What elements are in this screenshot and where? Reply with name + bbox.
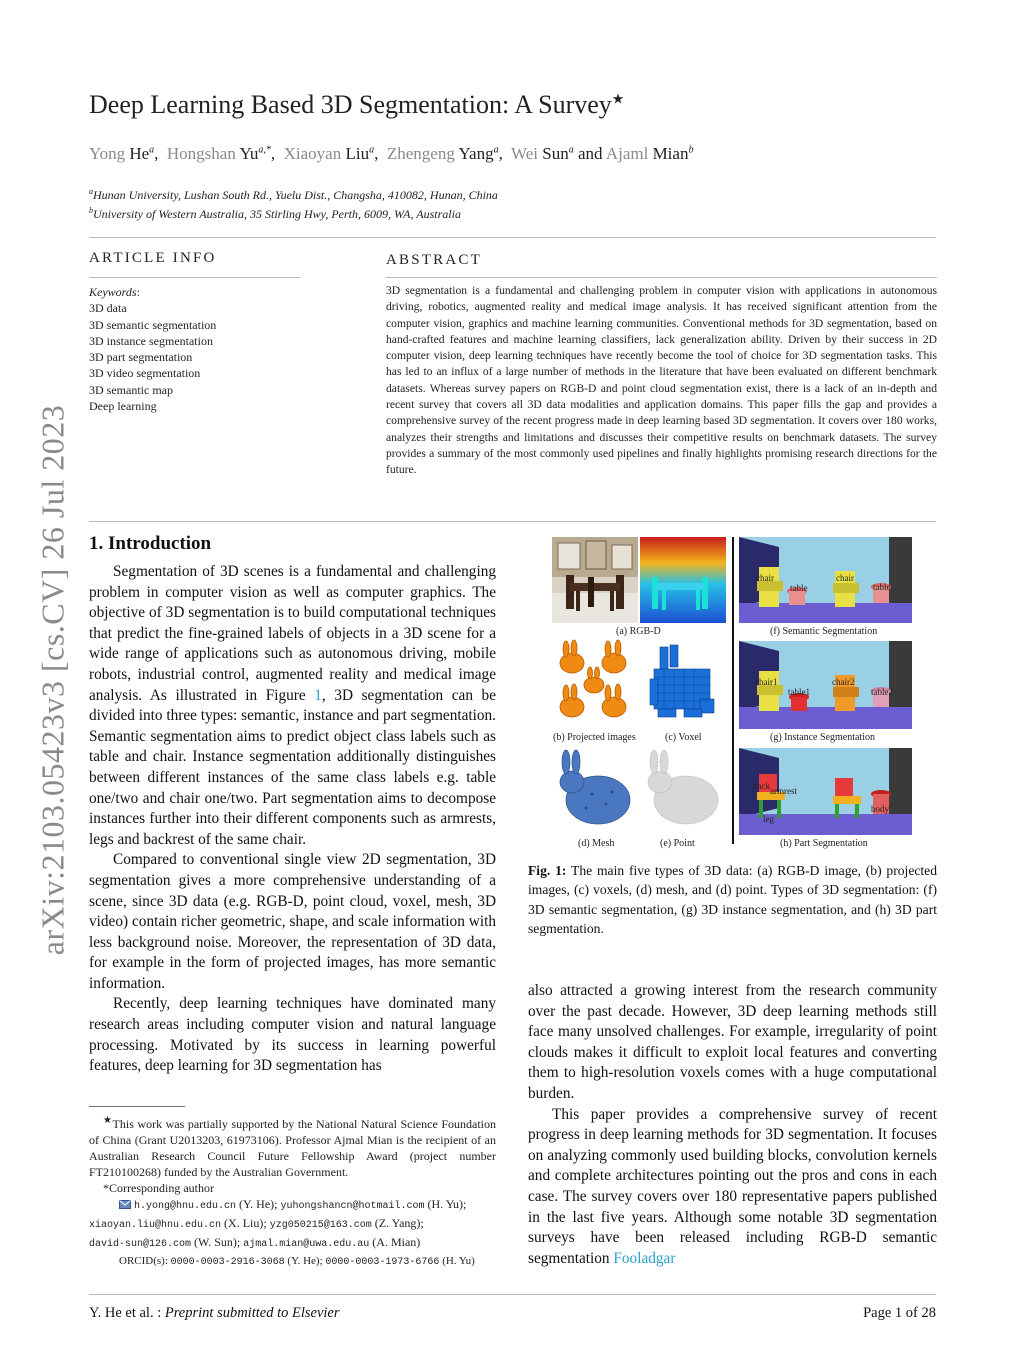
arxiv-side-stamp bbox=[18, 380, 88, 980]
email-owner: (A. Mian) bbox=[369, 1235, 421, 1249]
subfig-label-a: (a) RGB-D bbox=[616, 626, 661, 637]
affiliation-sup: a bbox=[89, 187, 93, 196]
caption-label: Fig. 1: bbox=[528, 863, 567, 878]
keyword: 3D instance segmentation bbox=[89, 333, 213, 348]
abstract-text: 3D segmentation is a fundamental and challenging problem in computer vision with applications in autonomous driving, robotics, augmented reality and medical image analysis. It has received significant attention from the computer vision, graphics and machine learning communities. Conventional methods for 3D segmentation, based on hand-crafted features and machine learning classifiers, lack generalization ability. Driven by their success in 2D computer vision, deep learning techniques have recently become the tool of choice for 3D segmentation tasks. This has led to an influx of a large number of methods in the literature that have been evaluated on different benchmark datasets. Whereas survey papers on RGB-D and point cloud segmentation exist, there is a lack of an in-depth and recent survey that covers all 3D data modalities and application domains. This paper fills the gap and provides a comprehensive survey of the recent progress made in deep learning based 3D segmentation. It covers over 180 works, analyzes their strengths and limitations and discusses their competitive results on benchmark datasets. The survey provides a summary of the most commonly used pipelines and finally highlights promising research directions for the future. bbox=[386, 284, 937, 477]
mesh-image bbox=[552, 748, 638, 834]
subfig-label-b: (b) Projected images bbox=[553, 732, 636, 743]
author-first: Yong bbox=[89, 144, 126, 163]
author-last: Sun bbox=[542, 144, 569, 163]
body-divider bbox=[89, 521, 936, 522]
author-sup: a bbox=[149, 144, 155, 156]
depth-image bbox=[640, 537, 726, 623]
corresponding-author: *Corresponding author bbox=[103, 1181, 214, 1195]
funding-note: This work was partially supported by the National Natural Science Foundation of China (Grant U2013203, 61973106). Professor Ajmal Mian is the recipient of an Australian Research Council Future Fellowship Award (project number FT210100268) funded by the Australian Government. bbox=[89, 1117, 496, 1179]
author-first: Wei bbox=[511, 144, 538, 163]
page-number: Page 1 of 28 bbox=[863, 1305, 936, 1321]
instance-segmentation-image bbox=[739, 641, 912, 729]
intro-paragraph-1 bbox=[89, 562, 496, 850]
email-owner: (Y. He); bbox=[236, 1197, 281, 1211]
author-sup: a bbox=[493, 144, 499, 156]
orcid-link[interactable]: 0000-0003-1973-6766 bbox=[325, 1257, 440, 1268]
email-owner: (H. Yu); bbox=[424, 1197, 467, 1211]
keyword: 3D video segmentation bbox=[89, 366, 201, 381]
citation-link[interactable]: Fooladgar bbox=[613, 1249, 676, 1267]
figure-divider bbox=[732, 537, 734, 844]
orcid-label: ORCID(s): bbox=[119, 1255, 171, 1267]
intro-left-column bbox=[89, 562, 496, 1077]
keyword: 3D semantic map bbox=[89, 382, 173, 397]
keyword: Deep learning bbox=[89, 399, 157, 414]
footer-authors: Y. He et al. : bbox=[89, 1305, 165, 1321]
author-and: and bbox=[577, 144, 603, 163]
seg-label: table1 bbox=[788, 687, 810, 697]
email-link[interactable]: xiaoyan.liu@hnu.edu.cn bbox=[89, 1220, 222, 1231]
projected-images bbox=[552, 639, 638, 729]
author-last: Mian bbox=[652, 144, 689, 163]
author-sup: a,* bbox=[258, 144, 271, 156]
seg-label: chair bbox=[836, 573, 854, 583]
keyword: 3D data bbox=[89, 301, 127, 316]
author-first: Zhengeng bbox=[386, 144, 455, 163]
footnote-star: ★ bbox=[103, 1115, 113, 1126]
seg-label: table bbox=[790, 583, 808, 593]
keywords-block: Keywords: 3D data 3D semantic segmentation 3D instance segmentation 3D part segmentation 3D video segmentation 3D semantic map Deep learning bbox=[89, 285, 217, 414]
keyword: 3D part segmentation bbox=[89, 350, 193, 365]
paper-title bbox=[89, 90, 624, 120]
orcid-owner: (Y. He); bbox=[284, 1255, 326, 1267]
seg-label: back bbox=[753, 781, 770, 791]
subfig-label-d: (d) Mesh bbox=[578, 838, 615, 849]
email-link[interactable]: yuhongshancn@hotmail.com bbox=[280, 1201, 425, 1212]
author-sup: a bbox=[369, 144, 375, 156]
depth-map-image bbox=[640, 537, 726, 623]
email-owner: (Z. Yang); bbox=[371, 1216, 424, 1230]
dining-room-image bbox=[552, 537, 638, 623]
orcid-link[interactable]: 0000-0003-2916-3068 bbox=[170, 1257, 285, 1268]
author-sup: b bbox=[688, 144, 694, 156]
author-first: Ajaml bbox=[605, 144, 649, 163]
footer-preprint: Preprint submitted to Elsevier bbox=[164, 1305, 340, 1321]
author-list: Yong He$^a$, Hongshan $Yu^{a,*}$, Xiaoyan Liu$^a$, Zhengeng Yang$^a$, Wei Sun$^a$ and Ajaml Mian$^b$ bbox=[89, 144, 694, 163]
footnote-rule bbox=[89, 1106, 185, 1107]
seg-label: chair2 bbox=[832, 677, 855, 687]
subfig-label-g: (g) Instance Segmentation bbox=[770, 732, 875, 743]
voxel-bunny-image bbox=[640, 639, 726, 729]
point-cloud-image bbox=[640, 748, 726, 834]
author-last: He bbox=[129, 144, 150, 163]
email-owner: (X. Liu); bbox=[221, 1216, 270, 1230]
paragraph-text: Segmentation of 3D scenes is a fundamental and challenging problem in computer vision as well as computer graphics. The objective of 3D segmentation is to build computational techniques that predict the fine-grained labels of objects in a 3D scene for a wide range of applications such as autonomous driving, mobile robots, industrial control, augmented reality and medical image analysis. As illustrated in Figure bbox=[89, 563, 496, 704]
intro-paragraph-3-continued: also attracted a growing interest from the research community over the past decade. However, 3D deep learning methods still face many unsolved challenges. For example, irregularity of point clouds makes it difficult to exploit local features and converting them to high-resolution voxels comes with a huge computational burden. bbox=[528, 982, 937, 1102]
projected-bunnies-image bbox=[552, 639, 638, 729]
author-first: Hongshan bbox=[166, 144, 236, 163]
affiliation-b bbox=[89, 206, 461, 222]
keyword: 3D semantic segmentation bbox=[89, 317, 217, 332]
seg-label: table bbox=[873, 582, 891, 592]
seg-label: chair bbox=[756, 573, 774, 583]
point-cloud-bunny-image bbox=[640, 748, 726, 834]
caption-text: The main five types of 3D data: (a) RGB-D image, (b) projected images, (c) voxels, (d) mesh, and (d) point. Types of 3D segmentation: (f) 3D semantic segmentation, (g) 3D instance segmentation, and (h) 3D part segmentation. bbox=[528, 863, 938, 937]
intro-paragraph-2: Compared to conventional single view 2D segmentation, 3D segmentation gives a more comprehensive understanding of a scene, since 3D data (e.g. RGB-D, point cloud, voxel, mesh, 3D video) contain richer geometric, shape, and scale information with less background noise. Moreover, the representation of 3D data, for example in the form of projected images, has more semantic information. bbox=[89, 851, 496, 992]
subfig-label-h: (h) Part Segmentation bbox=[780, 838, 868, 849]
email-link[interactable]: h.yong@hnu.edu.cn bbox=[134, 1201, 237, 1212]
mesh-bunny-image bbox=[552, 748, 638, 834]
footnote bbox=[89, 1113, 496, 1271]
intro-paragraph-3: Recently, deep learning techniques have dominated many research areas including computer vision and natural language processing. Motivated by its success in learning powerful features, deep learning for 3D segmentation has bbox=[89, 995, 496, 1075]
seg-label: leg bbox=[763, 814, 774, 824]
figure-caption bbox=[528, 861, 937, 939]
author-last: Yu bbox=[239, 144, 259, 163]
voxel-image bbox=[640, 639, 726, 729]
intro-right-column bbox=[528, 981, 937, 1269]
subfig-label-f: (f) Semantic Segmentation bbox=[770, 626, 878, 637]
affiliation-a bbox=[89, 187, 498, 203]
affiliation-text: Hunan University, Lushan South Rd., Yuelu Dist., Changsha, 410082, Hunan, China bbox=[93, 188, 498, 202]
article-info-heading: ARTICLE INFO bbox=[89, 250, 217, 266]
author-first: Xiaoyan bbox=[283, 144, 342, 163]
abstract-rule bbox=[386, 277, 937, 278]
rgb-photo-image bbox=[552, 537, 638, 623]
orcid-owner: (H. Yu) bbox=[439, 1255, 475, 1267]
affiliation-text: University of Western Australia, 35 Stirling Hwy, Perth, 6009, WA, Australia bbox=[93, 207, 461, 221]
paragraph-text: This paper provides a comprehensive survey of recent progress in deep learning methods for 3D segmentation. It focuses on analyzing commonly used building blocks, convolution kernels and complete architectures pointing out the pros and cons in each case. The survey covers over 180 representative papers published in the last five years. Although some notable 3D segmentation surveys have been released including RGB-D semantic segmentation bbox=[528, 1105, 937, 1267]
email-link[interactable]: ajmal.mian@uwa.edu.au bbox=[243, 1239, 370, 1250]
semantic-segmentation-image bbox=[739, 537, 912, 623]
email-link[interactable]: david-sun@126.com bbox=[89, 1239, 192, 1250]
part-segmentation-image bbox=[739, 748, 912, 835]
seg-label: chair1 bbox=[755, 677, 778, 687]
email-link[interactable]: yzg050215@163.com bbox=[269, 1220, 372, 1231]
keywords-label: Keywords bbox=[89, 285, 137, 299]
title-text: Deep Learning Based 3D Segmentation: A Survey bbox=[89, 90, 612, 119]
seg-label: body bbox=[871, 804, 889, 814]
envelope-icon bbox=[119, 1200, 131, 1209]
intro-paragraph-4 bbox=[528, 1105, 937, 1270]
abstract-heading: ABSTRACT bbox=[386, 252, 482, 268]
subfig-label-c: (c) Voxel bbox=[665, 732, 702, 743]
seg-label: armrest bbox=[770, 786, 797, 796]
author-last: Yang bbox=[458, 144, 494, 163]
subfig-label-e: (e) Point bbox=[660, 838, 695, 849]
seg-label: table2 bbox=[871, 687, 893, 697]
section-heading-introduction: 1. Introduction bbox=[89, 533, 212, 554]
affiliation-sup: b bbox=[89, 206, 93, 215]
header-divider bbox=[89, 237, 936, 238]
email-owner: (W. Sun); bbox=[191, 1235, 244, 1249]
figure-1-link[interactable]: 1 bbox=[314, 686, 322, 704]
article-info-rule bbox=[89, 277, 300, 278]
author-last: Liu bbox=[345, 144, 370, 163]
title-star: ★ bbox=[611, 92, 625, 108]
footer-left bbox=[89, 1305, 340, 1322]
footer-divider bbox=[89, 1294, 936, 1295]
author-sup: a bbox=[568, 144, 574, 156]
arxiv-id: arXiv:2103.05423v3 [cs.CV] 26 Jul 2023 bbox=[34, 404, 71, 956]
paragraph-text: , 3D segmentation can be divided into three types: semantic, instance and part segmentation. Semantic segmentation aims to predict object class labels such as table and chair. Instance segmentation additionally distinguishes between different instances of the same class labels e.g. table one/two and chair one/two. Part segmentation aims to decompose instances further into their different components such as armrests, legs and backrest of the same chair. bbox=[89, 686, 496, 848]
